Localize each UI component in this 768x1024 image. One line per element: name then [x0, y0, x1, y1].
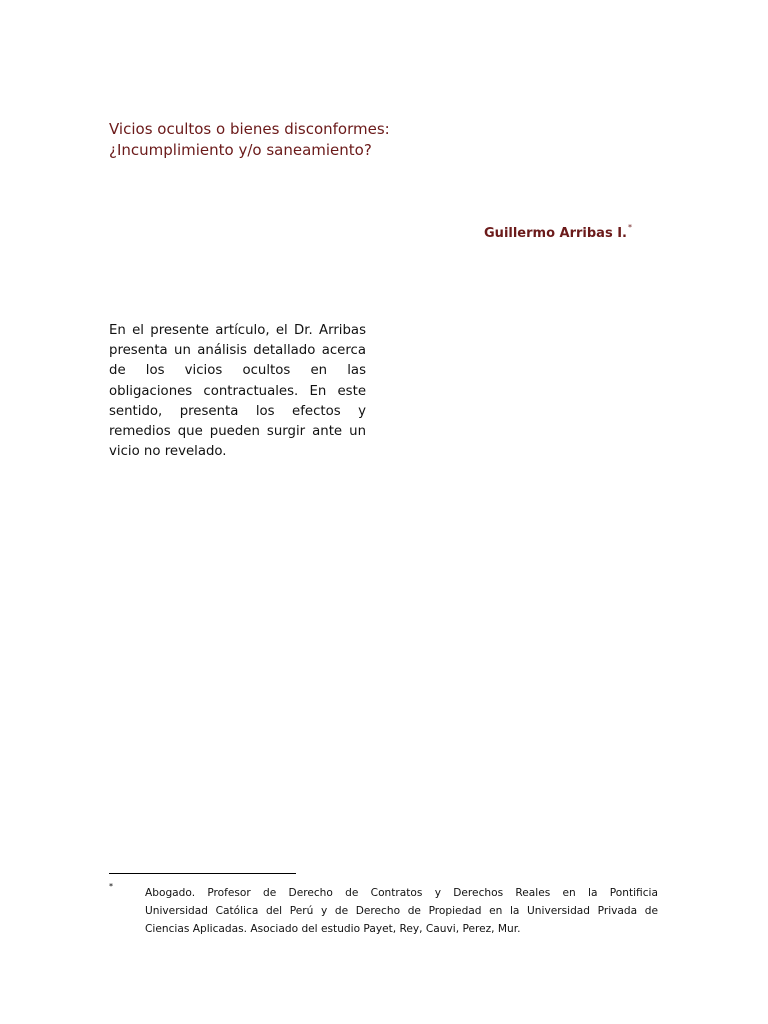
abstract-line: En el presente artículo, el Dr. Arribas [109, 323, 366, 338]
abstract [109, 321, 366, 462]
abstract-line: vicio no revelado. [109, 444, 227, 460]
author-byline [420, 218, 632, 244]
footnote-line: Abogado. Profesor de Derecho de Contratos y Derechos Reales en la Pontificia [145, 887, 658, 899]
abstract-line: remedios que pueden surgir ante un [109, 423, 366, 439]
footnote-line: Ciencias Aplicadas. Asociado del estudio Payet, Rey, Cauvi, Perez, Mur. [145, 923, 521, 935]
footnote-separator [109, 873, 296, 874]
abstract-line: obligaciones contractuales. En este [109, 383, 366, 399]
footnote-text [145, 884, 658, 938]
abstract-line: presenta un análisis detallado acerca [109, 343, 366, 359]
footnote-line: Universidad Católica del Perú y de Derecho de Propiedad en la Universidad Privada de [145, 905, 658, 917]
footnote-marker: * [109, 882, 113, 891]
article-title [109, 119, 629, 161]
author-footnote-marker[interactable]: * [628, 223, 632, 232]
abstract-line: de los vicios ocultos en las [109, 363, 366, 379]
title-line-1: Vicios ocultos o bienes disconformes: [109, 120, 390, 138]
title-line-2: ¿Incumplimiento y/o saneamiento? [109, 141, 372, 159]
abstract-line: sentido, presenta los efectos y [109, 403, 366, 419]
author-name: Guillermo Arribas I. [484, 226, 627, 241]
